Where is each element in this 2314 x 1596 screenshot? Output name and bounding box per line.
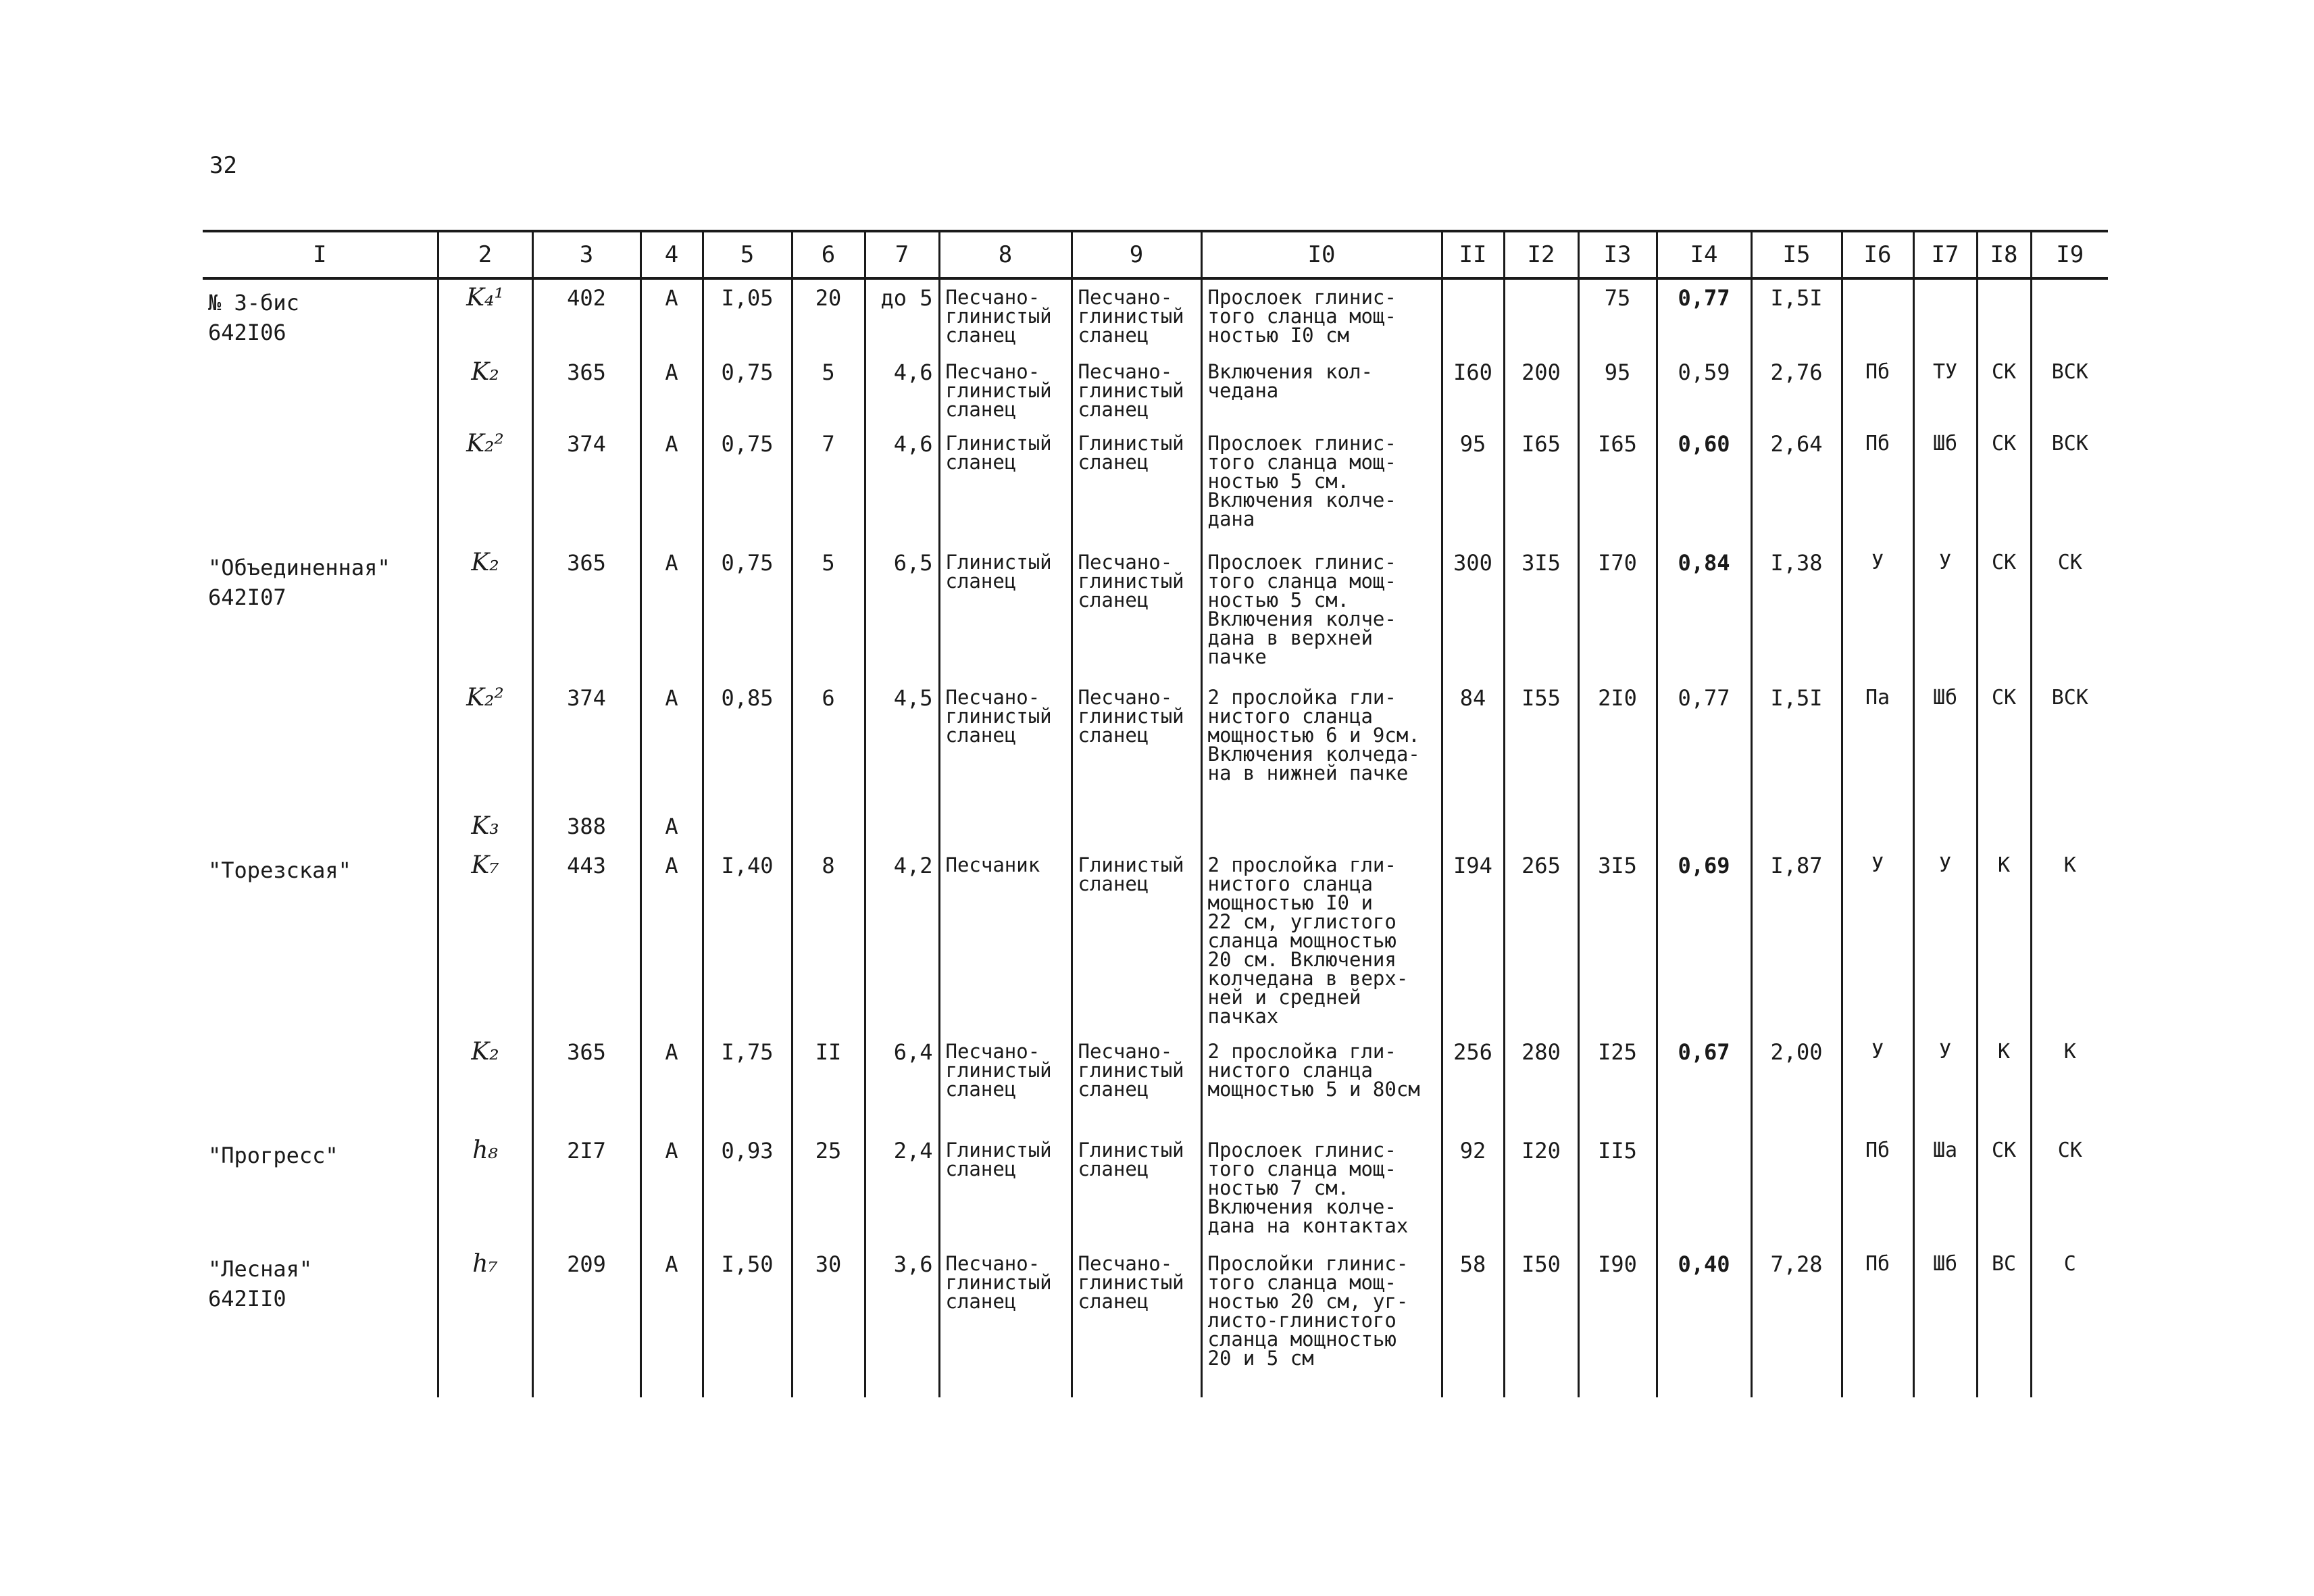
- seam-description: Прослоек глинис- того сланца мощ- ностью 5 см. Включения колче- дана в верхней пачке: [1201, 545, 1442, 680]
- roof-rock: Глинистый сланец: [939, 1132, 1072, 1246]
- header-cell: I5: [1751, 231, 1842, 278]
- cell-c14: [1657, 808, 1751, 847]
- mine-name: "Торезская": [208, 857, 351, 883]
- cell-c14: 0,60: [1657, 426, 1751, 545]
- cell-c14: [1657, 1132, 1751, 1246]
- cell-c17: Ша: [1913, 1132, 1977, 1246]
- cell-c3: 374: [532, 680, 640, 808]
- cell-c11: I60: [1442, 354, 1504, 426]
- cell-c5: I,05: [703, 278, 792, 354]
- cell-c6: 5: [792, 545, 865, 680]
- header-cell: I: [203, 231, 438, 278]
- header-cell: I7: [1913, 231, 1977, 278]
- header-cell: 5: [703, 231, 792, 278]
- cell-c16: Пб: [1842, 426, 1913, 545]
- cell-c15: 2,00: [1751, 1034, 1842, 1132]
- table-row: [203, 847, 2108, 1034]
- cell-c7: 3,6: [865, 1246, 939, 1397]
- cell-c17: ТУ: [1913, 354, 1977, 426]
- cell-c19: ВСК: [2031, 426, 2108, 545]
- cell-c3: 374: [532, 426, 640, 545]
- cell-c16: У: [1842, 545, 1913, 680]
- cell-c15: I,5I: [1751, 278, 1842, 354]
- cell-c18: К: [1977, 1034, 2031, 1132]
- roof-rock: Песчаник: [939, 847, 1072, 1034]
- mine-name: [203, 808, 438, 847]
- seam-description: 2 прослойка гли- нистого сланца мощностью I0 и 22 см, углистого сланца мощностью 20 см. Включения колчедана в верх- ней и средней пачках: [1201, 847, 1442, 1034]
- mine-name: № 3-бис 642I06: [208, 290, 299, 345]
- cell-c5: I,40: [703, 847, 792, 1034]
- cell-c6: 5: [792, 354, 865, 426]
- header-cell: I3: [1578, 231, 1657, 278]
- cell-c4: А: [640, 354, 703, 426]
- cell-c7: 6,4: [865, 1034, 939, 1132]
- cell-c5: 0,93: [703, 1132, 792, 1246]
- cell-c19: С: [2031, 1246, 2108, 1397]
- cell-c11: 256: [1442, 1034, 1504, 1132]
- seam-description: Включения кол- чедана: [1201, 354, 1442, 426]
- floor-rock: Песчано- глинистый сланец: [1072, 1034, 1201, 1132]
- cell-c4: А: [640, 1132, 703, 1246]
- cell-c14: 0,84: [1657, 545, 1751, 680]
- mine-name: [203, 426, 438, 545]
- cell-c6: 30: [792, 1246, 865, 1397]
- cell-c18: СК: [1977, 545, 2031, 680]
- cell-c12: I55: [1504, 680, 1578, 808]
- header-cell: 8: [939, 231, 1072, 278]
- seam-index: K₃: [438, 808, 532, 847]
- cell-c16: Пб: [1842, 1246, 1913, 1397]
- roof-rock: Песчано- глинистый сланец: [939, 1034, 1072, 1132]
- table-row: [203, 426, 2108, 545]
- cell-c15: I,5I: [1751, 680, 1842, 808]
- seam-description: Прослоек глинис- того сланца мощ- ностью 7 см. Включения колче- дана на контактах: [1201, 1132, 1442, 1246]
- cell-c11: 95: [1442, 426, 1504, 545]
- header-row: [203, 231, 2108, 278]
- table-row: [203, 1132, 2108, 1246]
- cell-c4: А: [640, 680, 703, 808]
- cell-c13: 3I5: [1578, 847, 1657, 1034]
- mine-name: [203, 680, 438, 808]
- seam-index: K₂²: [438, 426, 532, 545]
- cell-c16: У: [1842, 847, 1913, 1034]
- cell-c14: 0,77: [1657, 680, 1751, 808]
- header-cell: I6: [1842, 231, 1913, 278]
- header-cell: I8: [1977, 231, 2031, 278]
- seam-description: 2 прослойка гли- нистого сланца мощностью 6 и 9см. Включения колчеда- на в нижней пачке: [1201, 680, 1442, 808]
- cell-c16: Пб: [1842, 1132, 1913, 1246]
- page-number: 32: [209, 152, 237, 179]
- cell-c3: 209: [532, 1246, 640, 1397]
- cell-c18: СК: [1977, 1132, 2031, 1246]
- cell-c16: [1842, 808, 1913, 847]
- header-cell: 2: [438, 231, 532, 278]
- mine-name: [203, 354, 438, 426]
- table-row: [203, 1246, 2108, 1397]
- roof-rock: Песчано- глинистый сланец: [939, 354, 1072, 426]
- seam-description: 2 прослойка гли- нистого сланца мощностью 5 и 80см: [1201, 1034, 1442, 1132]
- cell-c11: 92: [1442, 1132, 1504, 1246]
- cell-c19: СК: [2031, 1132, 2108, 1246]
- header-cell: 9: [1072, 231, 1201, 278]
- seam-index: K₇: [438, 847, 532, 1034]
- cell-c12: 3I5: [1504, 545, 1578, 680]
- roof-rock: Песчано- глинистый сланец: [939, 278, 1072, 354]
- floor-rock: Песчано- глинистый сланец: [1072, 354, 1201, 426]
- cell-c12: I50: [1504, 1246, 1578, 1397]
- cell-c17: У: [1913, 847, 1977, 1034]
- cell-c7: до 5: [865, 278, 939, 354]
- cell-c14: 0,67: [1657, 1034, 1751, 1132]
- cell-c12: 280: [1504, 1034, 1578, 1132]
- cell-c3: 365: [532, 1034, 640, 1132]
- cell-c11: 300: [1442, 545, 1504, 680]
- cell-c3: 2I7: [532, 1132, 640, 1246]
- cell-c18: К: [1977, 847, 2031, 1034]
- cell-c18: СК: [1977, 680, 2031, 808]
- seam-description: Прослоек глинис- того сланца мощ- ностью I0 см: [1201, 278, 1442, 354]
- cell-c13: 2I0: [1578, 680, 1657, 808]
- cell-c5: 0,75: [703, 354, 792, 426]
- cell-c4: А: [640, 545, 703, 680]
- cell-c7: 2,4: [865, 1132, 939, 1246]
- cell-c3: 402: [532, 278, 640, 354]
- roof-rock: Глинистый сланец: [939, 545, 1072, 680]
- cell-c6: 25: [792, 1132, 865, 1246]
- cell-c5: 0,75: [703, 545, 792, 680]
- seam-description: Прослоек глинис- того сланца мощ- ностью 5 см. Включения колче- дана: [1201, 426, 1442, 545]
- floor-rock: Песчано- глинистый сланец: [1072, 545, 1201, 680]
- seam-description: Прослойки глинис- того сланца мощ- ностью 20 см, уг- листо-глинистого сланца мощностью 20 и 5 см: [1201, 1246, 1442, 1397]
- mine-name: "Лесная" 642II0: [208, 1256, 313, 1312]
- cell-c14: 0,77: [1657, 278, 1751, 354]
- cell-c7: 4,6: [865, 354, 939, 426]
- cell-c16: [1842, 278, 1913, 354]
- cell-c12: I65: [1504, 426, 1578, 545]
- header-cell: I9: [2031, 231, 2108, 278]
- cell-c4: А: [640, 808, 703, 847]
- table-row: [203, 808, 2108, 847]
- mine-name: "Объединенная" 642I07: [208, 555, 391, 610]
- cell-c16: У: [1842, 1034, 1913, 1132]
- cell-c13: 75: [1578, 278, 1657, 354]
- cell-c17: Шб: [1913, 426, 1977, 545]
- cell-c6: II: [792, 1034, 865, 1132]
- cell-c15: 2,76: [1751, 354, 1842, 426]
- cell-c7: 6,5: [865, 545, 939, 680]
- header-cell: 3: [532, 231, 640, 278]
- roof-rock: [939, 808, 1072, 847]
- cell-c6: 7: [792, 426, 865, 545]
- cell-c7: 4,5: [865, 680, 939, 808]
- cell-c17: [1913, 278, 1977, 354]
- cell-c13: [1578, 808, 1657, 847]
- cell-c15: 7,28: [1751, 1246, 1842, 1397]
- cell-c11: [1442, 278, 1504, 354]
- cell-c12: [1504, 808, 1578, 847]
- table-row: [203, 354, 2108, 426]
- cell-c12: [1504, 278, 1578, 354]
- cell-c17: У: [1913, 545, 1977, 680]
- cell-c14: 0,59: [1657, 354, 1751, 426]
- seam-index: K₂²: [438, 680, 532, 808]
- cell-c16: Пб: [1842, 354, 1913, 426]
- seam-index: K₂: [438, 354, 532, 426]
- cell-c18: СК: [1977, 426, 2031, 545]
- cell-c15: 2,64: [1751, 426, 1842, 545]
- table-row: [203, 1034, 2108, 1132]
- seam-index: h₈: [438, 1132, 532, 1246]
- cell-c6: 6: [792, 680, 865, 808]
- cell-c15: I,38: [1751, 545, 1842, 680]
- cell-c3: 365: [532, 354, 640, 426]
- header-cell: 7: [865, 231, 939, 278]
- seam-index: K₂: [438, 545, 532, 680]
- cell-c4: А: [640, 1246, 703, 1397]
- table-row: [203, 680, 2108, 808]
- cell-c13: I70: [1578, 545, 1657, 680]
- cell-c5: I,75: [703, 1034, 792, 1132]
- floor-rock: [1072, 808, 1201, 847]
- cell-c19: [2031, 278, 2108, 354]
- cell-c17: У: [1913, 1034, 1977, 1132]
- cell-c6: [792, 808, 865, 847]
- cell-c6: 8: [792, 847, 865, 1034]
- cell-c18: СК: [1977, 354, 2031, 426]
- cell-c19: К: [2031, 1034, 2108, 1132]
- cell-c13: I90: [1578, 1246, 1657, 1397]
- cell-c19: К: [2031, 847, 2108, 1034]
- header-cell: I2: [1504, 231, 1578, 278]
- table-row: [203, 278, 2108, 354]
- table-row: [203, 545, 2108, 680]
- cell-c7: 4,6: [865, 426, 939, 545]
- cell-c3: 388: [532, 808, 640, 847]
- cell-c17: Шб: [1913, 680, 1977, 808]
- seam-index: K₂: [438, 1034, 532, 1132]
- cell-c16: Па: [1842, 680, 1913, 808]
- seam-index: K₄¹: [438, 278, 532, 354]
- header-cell: 4: [640, 231, 703, 278]
- cell-c15: [1751, 808, 1842, 847]
- cell-c5: 0,85: [703, 680, 792, 808]
- floor-rock: Песчано- глинистый сланец: [1072, 278, 1201, 354]
- cell-c19: СК: [2031, 545, 2108, 680]
- header-cell: I4: [1657, 231, 1751, 278]
- seam-description: [1201, 808, 1442, 847]
- header-cell: II: [1442, 231, 1504, 278]
- cell-c19: ВСК: [2031, 680, 2108, 808]
- cell-c13: I65: [1578, 426, 1657, 545]
- cell-c19: ВСК: [2031, 354, 2108, 426]
- cell-c11: 58: [1442, 1246, 1504, 1397]
- cell-c12: 200: [1504, 354, 1578, 426]
- floor-rock: Глинистый сланец: [1072, 426, 1201, 545]
- cell-c4: А: [640, 847, 703, 1034]
- cell-c7: [865, 808, 939, 847]
- cell-c18: ВС: [1977, 1246, 2031, 1397]
- cell-c15: I,87: [1751, 847, 1842, 1034]
- cell-c4: А: [640, 426, 703, 545]
- cell-c17: Шб: [1913, 1246, 1977, 1397]
- cell-c14: 0,40: [1657, 1246, 1751, 1397]
- cell-c4: А: [640, 278, 703, 354]
- cell-c13: I25: [1578, 1034, 1657, 1132]
- roof-rock: Песчано- глинистый сланец: [939, 680, 1072, 808]
- cell-c5: 0,75: [703, 426, 792, 545]
- roof-rock: Глинистый сланец: [939, 426, 1072, 545]
- cell-c11: [1442, 808, 1504, 847]
- roof-rock: Песчано- глинистый сланец: [939, 1246, 1072, 1397]
- header-cell: 6: [792, 231, 865, 278]
- cell-c17: [1913, 808, 1977, 847]
- floor-rock: Песчано- глинистый сланец: [1072, 680, 1201, 808]
- cell-c4: А: [640, 1034, 703, 1132]
- cell-c5: [703, 808, 792, 847]
- floor-rock: Песчано- глинистый сланец: [1072, 1246, 1201, 1397]
- cell-c11: I94: [1442, 847, 1504, 1034]
- cell-c13: 95: [1578, 354, 1657, 426]
- mine-name: [203, 1034, 438, 1132]
- cell-c19: [2031, 808, 2108, 847]
- floor-rock: Глинистый сланец: [1072, 1132, 1201, 1246]
- cell-c7: 4,2: [865, 847, 939, 1034]
- cell-c12: I20: [1504, 1132, 1578, 1246]
- cell-c5: I,50: [703, 1246, 792, 1397]
- floor-rock: Глинистый сланец: [1072, 847, 1201, 1034]
- cell-c11: 84: [1442, 680, 1504, 808]
- mine-name: "Прогресс": [208, 1143, 338, 1168]
- cell-c14: 0,69: [1657, 847, 1751, 1034]
- cell-c13: II5: [1578, 1132, 1657, 1246]
- cell-c18: [1977, 808, 2031, 847]
- data-table: [203, 230, 2108, 1397]
- cell-c15: [1751, 1132, 1842, 1246]
- seam-index: h₇: [438, 1246, 532, 1397]
- cell-c3: 365: [532, 545, 640, 680]
- cell-c12: 265: [1504, 847, 1578, 1034]
- cell-c6: 20: [792, 278, 865, 354]
- header-cell: I0: [1201, 231, 1442, 278]
- cell-c18: [1977, 278, 2031, 354]
- cell-c3: 443: [532, 847, 640, 1034]
